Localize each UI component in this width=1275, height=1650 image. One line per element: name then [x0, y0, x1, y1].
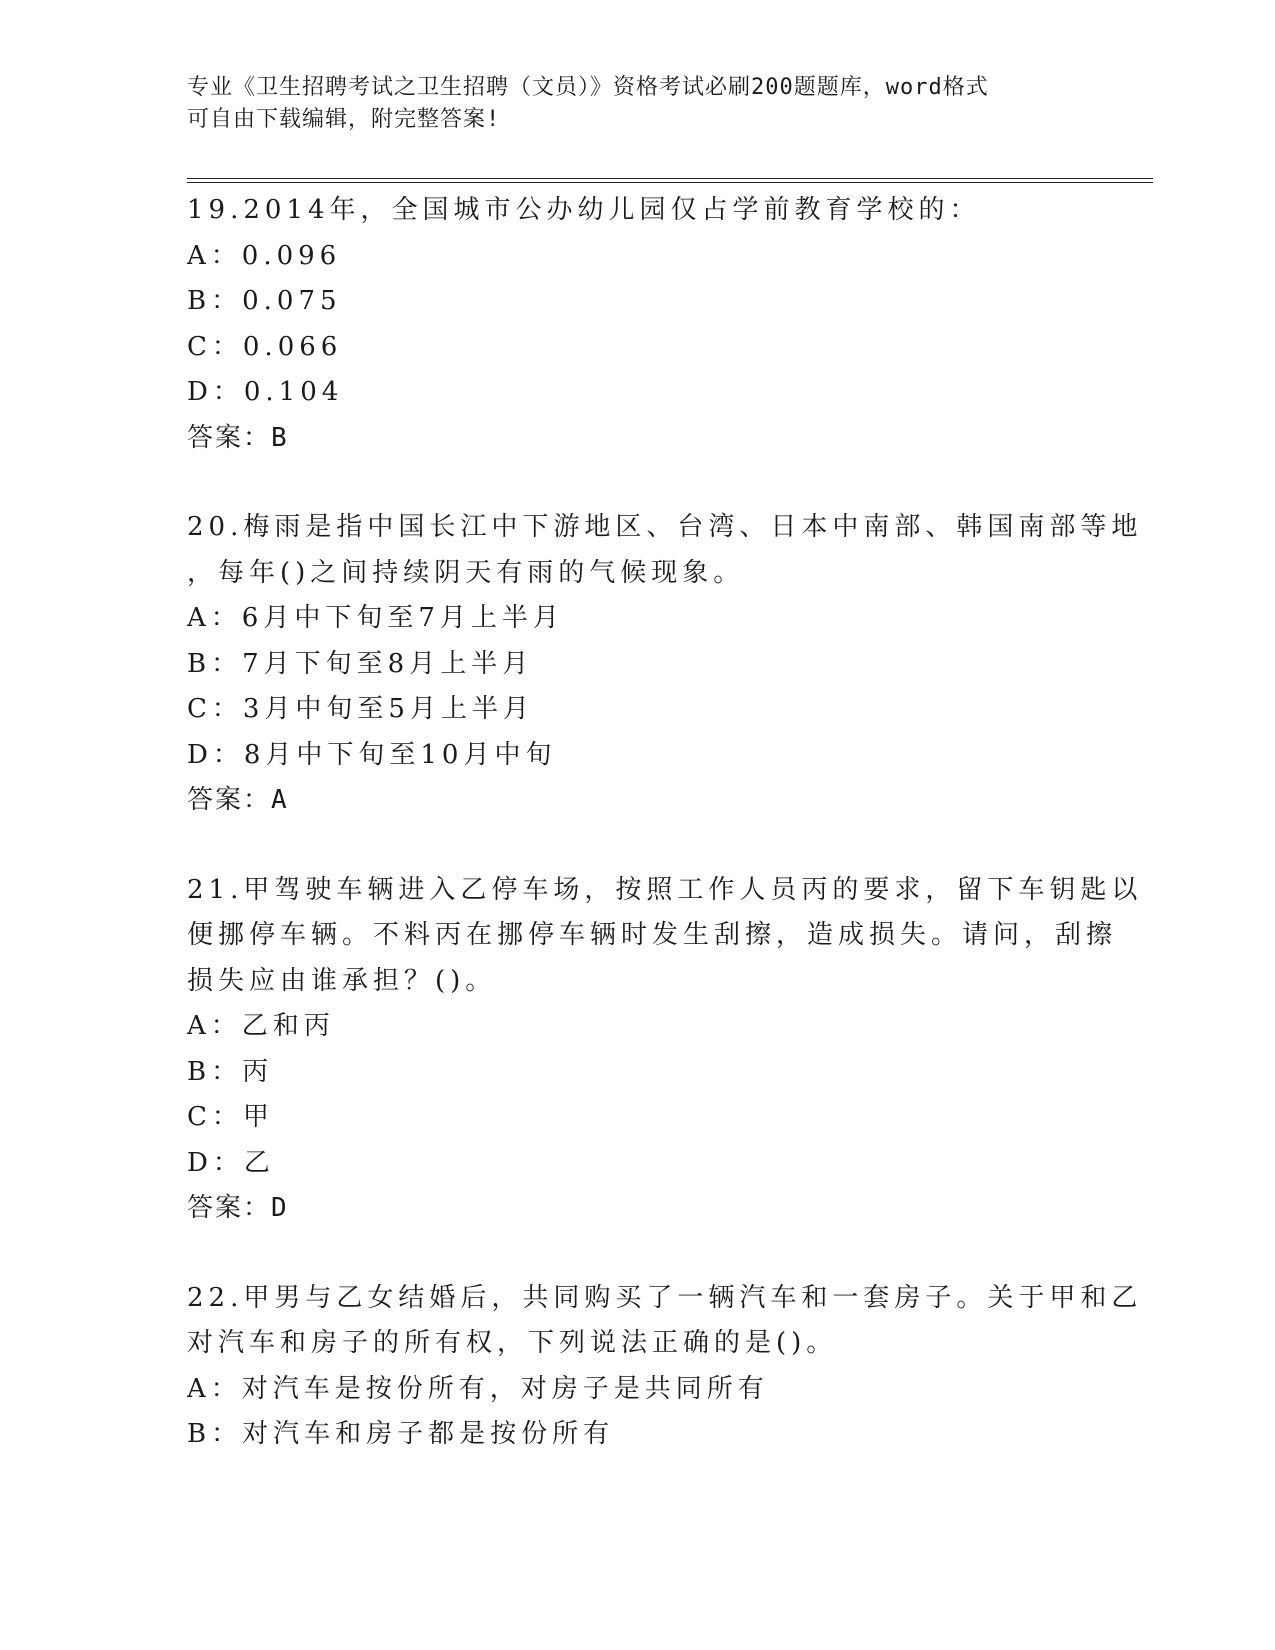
- header-line: 专业《卫生招聘考试之卫生招聘（文员）》资格考试必刷200题题库，word格式: [187, 75, 989, 100]
- option-b: B：0.075: [187, 286, 342, 316]
- option-d: D：乙: [187, 1147, 275, 1178]
- question-stem: 便挪停车辆。不料丙在挪停车辆时发生刮擦，造成损失。请问，刮擦: [187, 920, 1118, 950]
- question-19: [187, 188, 1087, 461]
- header-divider: [187, 182, 1153, 183]
- question-stem: 19.2014年，全国城市公办幼儿园仅占学前教育学校的：: [187, 195, 981, 225]
- option-d: D：0.104: [187, 377, 344, 407]
- option-a: A：6月中下旬至7月上半月: [187, 603, 564, 633]
- option-c: C：甲: [187, 1102, 274, 1132]
- document-header: [187, 72, 1087, 136]
- question-list: [187, 188, 1143, 1502]
- option-b: B：7月下旬至8月上半月: [187, 648, 534, 679]
- answer-line: 答案：A: [187, 785, 289, 815]
- question-21: [187, 868, 1143, 1232]
- option-c: C：0.066: [187, 331, 343, 362]
- option-b: B：丙: [187, 1056, 274, 1087]
- question-stem: 21.甲驾驶车辆进入乙停车场，按照工作人员丙的要求，留下车钥匙以: [187, 874, 1143, 905]
- option-b: B：对汽车和房子都是按份所有: [187, 1419, 615, 1449]
- question-22: [187, 1276, 1143, 1458]
- option-a: A：对汽车是按份所有，对房子是共同所有: [187, 1373, 769, 1404]
- header-divider: [187, 178, 1153, 179]
- option-c: C：3月中旬至5月上半月: [187, 694, 534, 724]
- header-line: 可自由下载编辑，附完整答案!: [187, 107, 501, 132]
- question-stem: 22.甲男与乙女结婚后，共同购买了一辆汽车和一套房子。关于甲和乙: [187, 1282, 1143, 1313]
- question-stem: 20.梅雨是指中国长江中下游地区、台湾、日本中南部、韩国南部等地: [187, 512, 1143, 542]
- question-stem: 对汽车和房子的所有权，下列说法正确的是()。: [187, 1328, 838, 1358]
- question-20: [187, 505, 1143, 824]
- answer-line: 答案：B: [187, 422, 289, 453]
- question-stem: 损失应由谁承担？()。: [187, 965, 497, 996]
- answer-line: 答案：D: [187, 1193, 289, 1223]
- option-d: D：8月中下旬至10月中旬: [187, 739, 557, 770]
- option-a: A：乙和丙: [187, 1011, 335, 1041]
- question-stem: ，每年()之间持续阴天有雨的气候现象。: [187, 557, 745, 588]
- option-a: A：0.096: [187, 240, 342, 271]
